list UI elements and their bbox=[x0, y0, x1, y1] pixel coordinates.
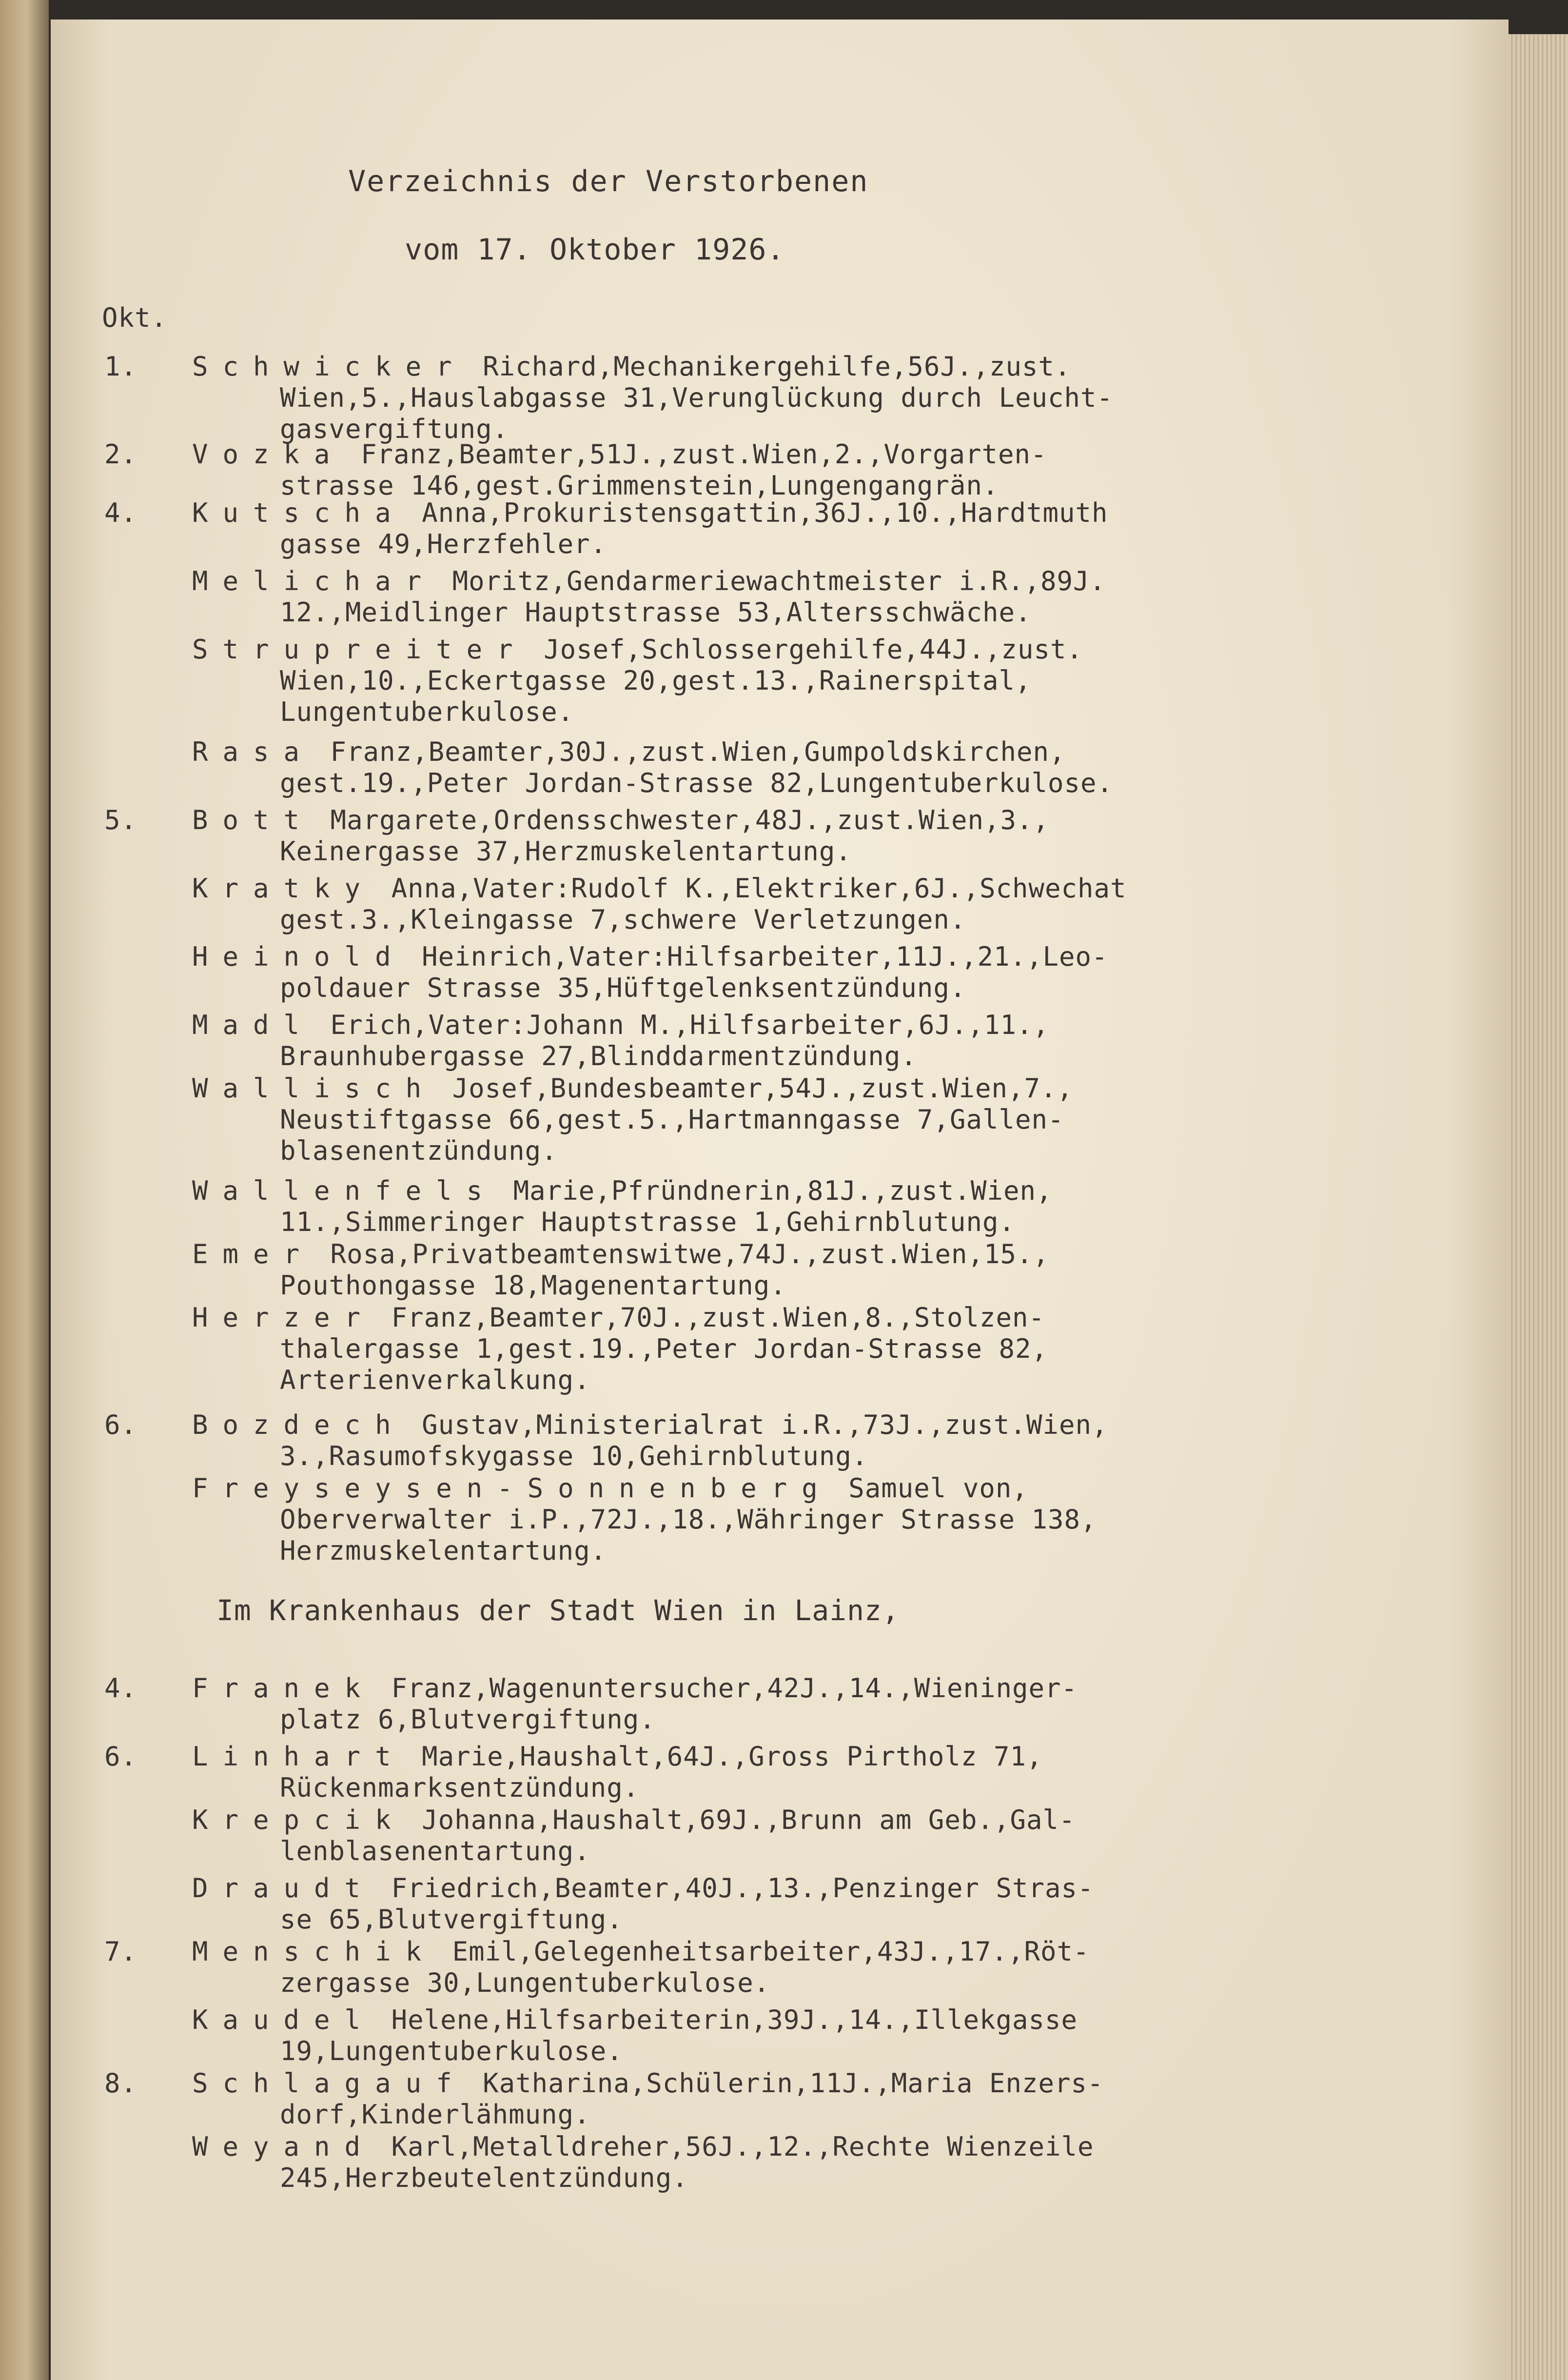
entry-first-line bbox=[192, 1409, 1401, 1441]
entry-continuation-line: 245,Herzbeutelentzündung. bbox=[280, 2162, 688, 2193]
entry-number: 7. bbox=[104, 1936, 137, 1967]
previous-page-edge bbox=[0, 0, 49, 2380]
entry-first-line bbox=[192, 1175, 1401, 1207]
register-entry bbox=[192, 634, 1401, 728]
register-entry bbox=[192, 1073, 1401, 1167]
register-entry bbox=[192, 1936, 1401, 1999]
entry-details: Friedrich,Beamter,40J.,13.,Penzinger Stras- bbox=[375, 1873, 1094, 1904]
register-entry bbox=[192, 2004, 1401, 2067]
entry-details: Johanna,Haushalt,69J.,Brunn am Geb.,Gal- bbox=[405, 1805, 1076, 1835]
entry-surname: Linhart bbox=[192, 1741, 406, 1772]
entry-number: 4. bbox=[104, 497, 137, 528]
entry-details: Franz,Beamter,70J.,zust.Wien,8.,Stolzen- bbox=[375, 1302, 1045, 1333]
entry-continuation-line: gest.3.,Kleingasse 7,schwere Verletzungen. bbox=[280, 904, 966, 935]
entry-surname: Melichar bbox=[192, 566, 436, 596]
entry-details: Samuel von, bbox=[832, 1473, 1028, 1504]
entry-first-line bbox=[192, 2068, 1401, 2099]
entry-details: Marie,Haushalt,64J.,Gross Pirtholz 71, bbox=[405, 1741, 1043, 1772]
entry-continuation-line: blasenentzündung. bbox=[280, 1135, 558, 1166]
entry-details: Anna,Prokuristensgattin,36J.,10.,Hardtmuth bbox=[405, 497, 1108, 528]
entry-first-line bbox=[192, 1239, 1401, 1270]
register-entry bbox=[192, 1805, 1401, 1867]
entry-surname: Bott bbox=[192, 805, 314, 835]
entry-details: Emil,Gelegenheitsarbeiter,43J.,17.,Röt- bbox=[436, 1936, 1090, 1967]
entry-first-line bbox=[192, 1010, 1401, 1041]
entry-surname: Weyand bbox=[192, 2131, 375, 2162]
register-entry bbox=[192, 1302, 1401, 1396]
entry-first-line bbox=[192, 1936, 1401, 1967]
entry-number: 4. bbox=[104, 1673, 137, 1704]
entry-first-line bbox=[192, 439, 1401, 470]
entry-continuation-line: gasse 49,Herzfehler. bbox=[280, 529, 607, 559]
entry-continuation-line: gest.19.,Peter Jordan-Strasse 82,Lungentuberkulose. bbox=[280, 768, 1114, 798]
entry-surname: Kutscha bbox=[192, 497, 406, 528]
entry-details: Anna,Vater:Rudolf K.,Elektriker,6J.,Schwechat bbox=[375, 873, 1127, 904]
register-entry bbox=[192, 1239, 1401, 1301]
entry-number: 2. bbox=[104, 439, 137, 470]
entry-first-line bbox=[192, 873, 1401, 904]
entry-surname: Vozka bbox=[192, 439, 345, 470]
register-entry bbox=[192, 873, 1401, 935]
entry-first-line bbox=[192, 1473, 1401, 1504]
entry-surname: Schlagauf bbox=[192, 2068, 467, 2099]
entry-continuation-line: Oberverwalter i.P.,72J.,18.,Währinger Strasse 138, bbox=[280, 1504, 1097, 1535]
entry-continuation-line: Pouthongasse 18,Magenentartung. bbox=[280, 1270, 786, 1301]
entry-continuation-line: thalergasse 1,gest.19.,Peter Jordan-Strasse 82, bbox=[280, 1333, 1048, 1364]
entry-continuation-line: lenblasenentartung. bbox=[280, 1836, 590, 1866]
entry-details: Franz,Beamter,30J.,zust.Wien,Gumpoldskirchen, bbox=[314, 736, 1066, 767]
entry-first-line bbox=[192, 2131, 1401, 2162]
entry-surname: Kratky bbox=[192, 873, 375, 904]
entry-details: Marie,Pfründnerin,81J.,zust.Wien, bbox=[497, 1175, 1053, 1206]
entry-details: Gustav,Ministerialrat i.R.,73J.,zust.Wien, bbox=[405, 1409, 1108, 1440]
entry-first-line bbox=[192, 1073, 1401, 1104]
register-entry bbox=[192, 1473, 1401, 1567]
entry-first-line bbox=[192, 566, 1401, 597]
entry-number: 8. bbox=[104, 2068, 137, 2099]
entry-continuation-line: platz 6,Blutvergiftung. bbox=[280, 1704, 656, 1735]
entry-details: Katharina,Schülerin,11J.,Maria Enzers- bbox=[466, 2068, 1104, 2099]
entry-details: Franz,Beamter,51J.,zust.Wien,2.,Vorgarten- bbox=[344, 439, 1047, 470]
entry-continuation-line: poldauer Strasse 35,Hüftgelenksentzündung. bbox=[280, 972, 966, 1003]
entry-continuation-line: strasse 146,gest.Grimmenstein,Lungengangrän. bbox=[280, 470, 999, 501]
entry-surname: Freyseysen-Sonnenberg bbox=[192, 1473, 832, 1504]
entry-details: Josef,Schlossergehilfe,44J.,zust. bbox=[527, 634, 1083, 665]
entry-details: Karl,Metalldreher,56J.,12.,Rechte Wienzeile bbox=[375, 2131, 1094, 2162]
register-entry bbox=[192, 439, 1401, 501]
register-entry bbox=[192, 497, 1401, 560]
entry-first-line bbox=[192, 736, 1401, 768]
register-entry bbox=[192, 736, 1401, 799]
entry-continuation-line: se 65,Blutvergiftung. bbox=[280, 1904, 623, 1935]
register-entry bbox=[192, 2068, 1401, 2130]
register-entry bbox=[192, 2131, 1401, 2194]
entry-surname: Wallenfels bbox=[192, 1175, 497, 1206]
register-entry bbox=[192, 1010, 1401, 1072]
entry-surname: Heinold bbox=[192, 941, 406, 972]
entry-number: 6. bbox=[104, 1741, 137, 1772]
entry-surname: Franek bbox=[192, 1673, 375, 1704]
entry-details: Helene,Hilfsarbeiterin,39J.,14.,Illekgasse bbox=[375, 2004, 1078, 2035]
entry-continuation-line: Lungentuberkulose. bbox=[280, 696, 574, 727]
month-label: Okt. bbox=[102, 302, 168, 333]
entry-number: 1. bbox=[104, 351, 137, 382]
entry-surname: Krepcik bbox=[192, 1805, 406, 1835]
entry-continuation-line: Wien,5.,Hauslabgasse 31,Verunglückung durch Leucht- bbox=[280, 382, 1114, 413]
entry-continuation-line: gasvergiftung. bbox=[280, 414, 509, 444]
entry-continuation-line: Braunhubergasse 27,Blinddarmentzündung. bbox=[280, 1041, 917, 1071]
entry-first-line bbox=[192, 805, 1401, 836]
entry-first-line bbox=[192, 1805, 1401, 1836]
entry-surname: Madl bbox=[192, 1010, 314, 1040]
register-entry bbox=[192, 805, 1401, 867]
entry-surname: Draudt bbox=[192, 1873, 375, 1904]
entry-number: 6. bbox=[104, 1409, 137, 1440]
entry-surname: Herzer bbox=[192, 1302, 375, 1333]
entry-continuation-line: 11.,Simmeringer Hauptstrasse 1,Gehirnblutung. bbox=[280, 1207, 1015, 1237]
register-entry bbox=[192, 1175, 1401, 1238]
entry-first-line bbox=[192, 497, 1401, 529]
register-entry bbox=[192, 1741, 1401, 1804]
section-heading-lainz: Im Krankenhaus der Stadt Wien in Lainz, bbox=[216, 1594, 900, 1627]
entry-surname: Strupreiter bbox=[192, 634, 528, 665]
entry-details: Franz,Wagenuntersucher,42J.,14.,Wieninger- bbox=[375, 1673, 1078, 1704]
page-stack-edge bbox=[1509, 34, 1568, 2380]
entry-details: Richard,Mechanikergehilfe,56J.,zust. bbox=[466, 351, 1071, 382]
entry-first-line bbox=[192, 2004, 1401, 2036]
entry-first-line bbox=[192, 1741, 1401, 1772]
register-entry bbox=[192, 941, 1401, 1004]
entry-continuation-line: Keinergasse 37,Herzmuskelentartung. bbox=[280, 836, 852, 867]
register-entry bbox=[192, 1673, 1401, 1735]
entry-surname: Kaudel bbox=[192, 2004, 375, 2035]
entry-details: Margarete,Ordensschwester,48J.,zust.Wien,3., bbox=[314, 805, 1050, 835]
entry-continuation-line: Wien,10.,Eckertgasse 20,gest.13.,Rainerspital, bbox=[280, 665, 1032, 696]
entry-first-line bbox=[192, 1873, 1401, 1904]
register-entry bbox=[192, 1873, 1401, 1935]
entry-surname: Schwicker bbox=[192, 351, 467, 382]
entry-surname: Wallisch bbox=[192, 1073, 436, 1104]
entry-continuation-line: Arterienverkalkung. bbox=[280, 1365, 590, 1395]
entry-continuation-line: zergasse 30,Lungentuberkulose. bbox=[280, 1967, 770, 1998]
entry-details: Heinrich,Vater:Hilfsarbeiter,11J.,21.,Leo- bbox=[405, 941, 1108, 972]
register-entry bbox=[192, 351, 1401, 445]
entry-first-line bbox=[192, 634, 1401, 665]
entry-surname: Rasa bbox=[192, 736, 314, 767]
entry-continuation-line: Rückenmarksentzündung. bbox=[280, 1772, 640, 1803]
entry-continuation-line: 12.,Meidlinger Hauptstrasse 53,Altersschwäche. bbox=[280, 597, 1032, 628]
register-entry bbox=[192, 1409, 1401, 1472]
entry-details: Rosa,Privatbeamtenswitwe,74J.,zust.Wien,15., bbox=[314, 1239, 1050, 1269]
page-title: Verzeichnis der Verstorbenen bbox=[348, 164, 869, 198]
entry-number: 5. bbox=[104, 805, 137, 835]
entry-continuation-line: 3.,Rasumofskygasse 10,Gehirnblutung. bbox=[280, 1441, 868, 1471]
page-subtitle: vom 17. Oktober 1926. bbox=[405, 233, 785, 267]
entry-details: Erich,Vater:Johann M.,Hilfsarbeiter,6J.,11., bbox=[314, 1010, 1050, 1040]
entry-surname: Emer bbox=[192, 1239, 314, 1269]
entry-continuation-line: Neustiftgasse 66,gest.5.,Hartmanngasse 7,Gallen- bbox=[280, 1104, 1064, 1135]
document-page bbox=[51, 20, 1509, 2380]
entry-continuation-line: Herzmuskelentartung. bbox=[280, 1535, 607, 1566]
entry-first-line bbox=[192, 1302, 1401, 1333]
entry-continuation-line: dorf,Kinderlähmung. bbox=[280, 2099, 590, 2130]
entry-first-line bbox=[192, 1673, 1401, 1704]
entry-continuation-line: 19,Lungentuberkulose. bbox=[280, 2036, 623, 2066]
entry-details: Josef,Bundesbeamter,54J.,zust.Wien,7., bbox=[436, 1073, 1074, 1104]
entry-details: Moritz,Gendarmeriewachtmeister i.R.,89J. bbox=[436, 566, 1106, 596]
entry-first-line bbox=[192, 941, 1401, 972]
entry-surname: Menschik bbox=[192, 1936, 436, 1967]
entry-first-line bbox=[192, 351, 1401, 382]
entry-surname: Bozdech bbox=[192, 1409, 406, 1440]
typed-text-area bbox=[51, 20, 1509, 2380]
register-entry bbox=[192, 566, 1401, 628]
